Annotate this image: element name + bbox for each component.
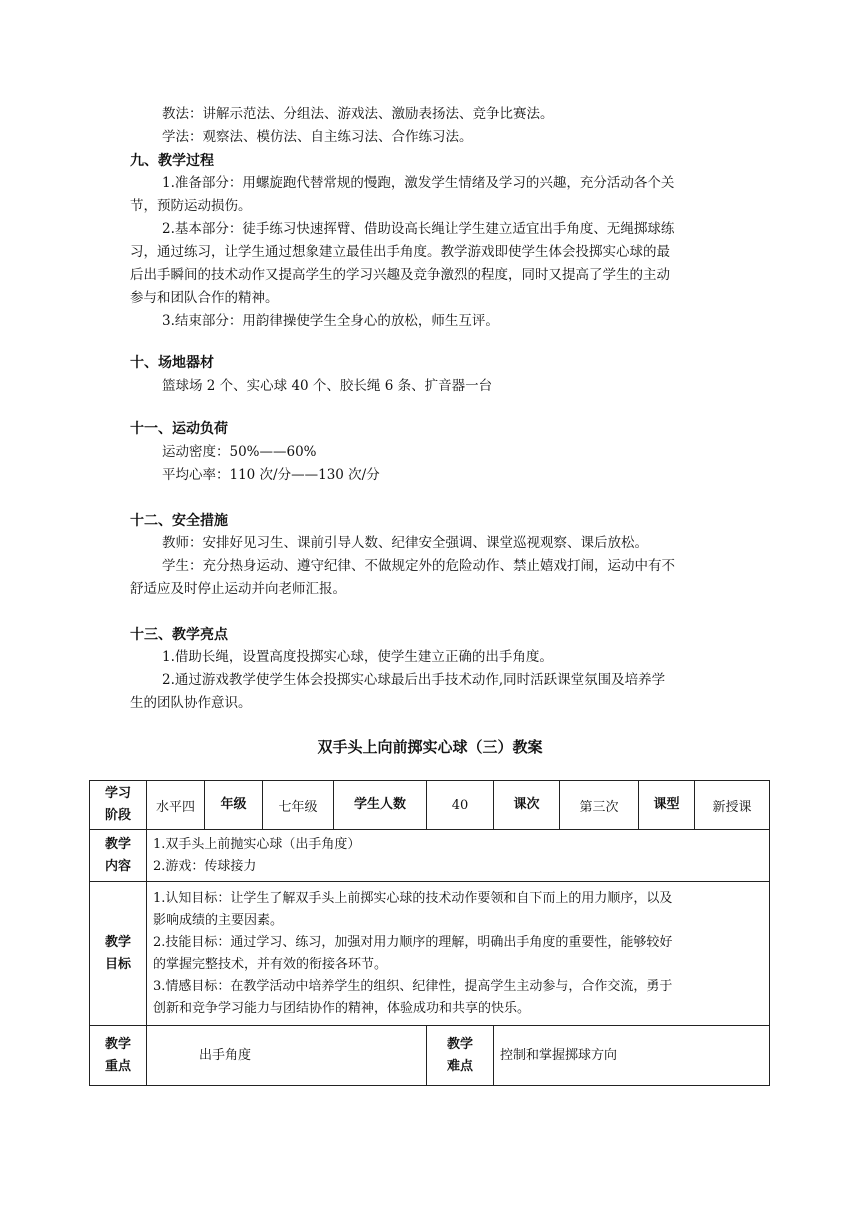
process-line: 1.准备部分：用螺旋跑代替常规的慢跑，激发学生情绪及学习的兴趣，充分活动各个关 (162, 175, 675, 191)
section-heading-equipment: 十、场地器材 (130, 355, 214, 371)
type-value: 新授课 (695, 781, 770, 830)
lesson-value: 第三次 (560, 781, 639, 830)
highlight-line: 1.借助长绳，设置高度投掷实心球，使学生建立正确的出手角度。 (162, 649, 553, 665)
content-cell (147, 830, 770, 882)
students-label: 学生人数 (334, 781, 427, 830)
safety-student: 学生：充分热身运动、遵守纪律、不做规定外的危险动作、禁止嬉戏打闹，运动中有不 (162, 558, 675, 574)
process-line: 参与和团队合作的精神。 (130, 290, 279, 306)
process-line: 2.基本部分：徒手练习快速挥臂、借助设高长绳让学生建立适宜出手角度、无绳掷球练 (162, 221, 675, 237)
section-heading-load: 十一、运动负荷 (130, 421, 228, 437)
table-row (90, 830, 770, 882)
type-label: 课型 (639, 781, 695, 830)
grade-value: 七年级 (263, 781, 334, 830)
stage-label: 学习 阶段 (90, 781, 147, 830)
section-heading-safety: 十二、安全措施 (130, 513, 228, 529)
difficulty-label: 教学 难点 (427, 1026, 494, 1086)
table-row (90, 1026, 770, 1086)
content-line: 2.游戏：传球接力 (153, 858, 257, 874)
section-heading-process: 九、教学过程 (130, 153, 214, 169)
students-value: 40 (427, 781, 494, 830)
process-line: 3.结束部分：用韵律操使学生全身心的放松，师生互评。 (162, 313, 499, 329)
learning-methods: 学法：观察法、模仿法、自主练习法、合作练习法。 (162, 129, 473, 145)
process-line: 节，预防运动损伤。 (130, 198, 252, 214)
exercise-density: 运动密度：50%——60% (162, 444, 317, 460)
content-line: 1.双手头上前抛实心球（出手角度） (153, 836, 361, 852)
goal-line: 2.技能目标：通过学习、练习，加强对用力顺序的理解，明确出手角度的重要性，能够较好 (153, 934, 673, 950)
key-point-label: 教学 重点 (90, 1026, 147, 1086)
goals-cell (147, 882, 770, 1026)
goal-line: 影响成绩的主要因素。 (153, 912, 284, 928)
content-label: 教学 内容 (90, 830, 147, 882)
section-heading-highlights: 十三、教学亮点 (130, 627, 228, 643)
equipment-text: 篮球场 2 个、实心球 40 个、胶长绳 6 条、扩音器一台 (162, 378, 493, 394)
safety-teacher: 教师：安排好见习生、课前引导人数、纪律安全强调、课堂巡视观察、课后放松。 (162, 535, 648, 551)
goal-line: 的掌握完整技术，并有效的衔接各环节。 (153, 956, 388, 972)
goal-line: 1.认知目标：让学生了解双手头上前掷实心球的技术动作要领和自下而上的用力顺序，以及 (153, 890, 673, 906)
stage-value: 水平四 (147, 781, 205, 830)
process-line: 后出手瞬间的技术动作又提高学生的学习兴趣及竞争激烈的程度，同时又提高了学生的主动 (130, 267, 670, 283)
highlight-line: 2.通过游戏教学使学生体会投掷实心球最后出手技术动作,同时活跃课堂氛围及培养学 (162, 672, 666, 688)
process-line: 习，通过练习，让学生通过想象建立最佳出手角度。教学游戏即使学生体会投掷实心球的最 (130, 244, 670, 260)
key-point-value: 出手角度 (147, 1026, 427, 1086)
table-row (90, 882, 770, 1026)
safety-student-cont: 舒适应及时停止运动并向老师汇报。 (130, 581, 346, 597)
average-heart-rate: 平均心率：110 次/分——130 次/分 (162, 467, 380, 483)
difficulty-value: 控制和掌握掷球方向 (494, 1026, 770, 1086)
goals-label: 教学 目标 (90, 882, 147, 1026)
goal-line: 创新和竞争学习能力与团结协作的精神，体验成功和共享的快乐。 (153, 1000, 531, 1016)
highlight-line: 生的团队协作意识。 (130, 695, 252, 711)
lesson-plan-table (89, 780, 770, 1086)
grade-label: 年级 (205, 781, 263, 830)
lesson-plan-title: 双手头上向前掷实心球（三）教案 (317, 738, 543, 756)
table-row (90, 781, 770, 830)
teaching-methods: 教法：讲解示范法、分组法、游戏法、激励表扬法、竞争比赛法。 (162, 106, 554, 122)
lesson-label: 课次 (494, 781, 560, 830)
goal-line: 3.情感目标：在教学活动中培养学生的组织、纪律性，提高学生主动参与，合作交流，勇于 (153, 978, 673, 994)
